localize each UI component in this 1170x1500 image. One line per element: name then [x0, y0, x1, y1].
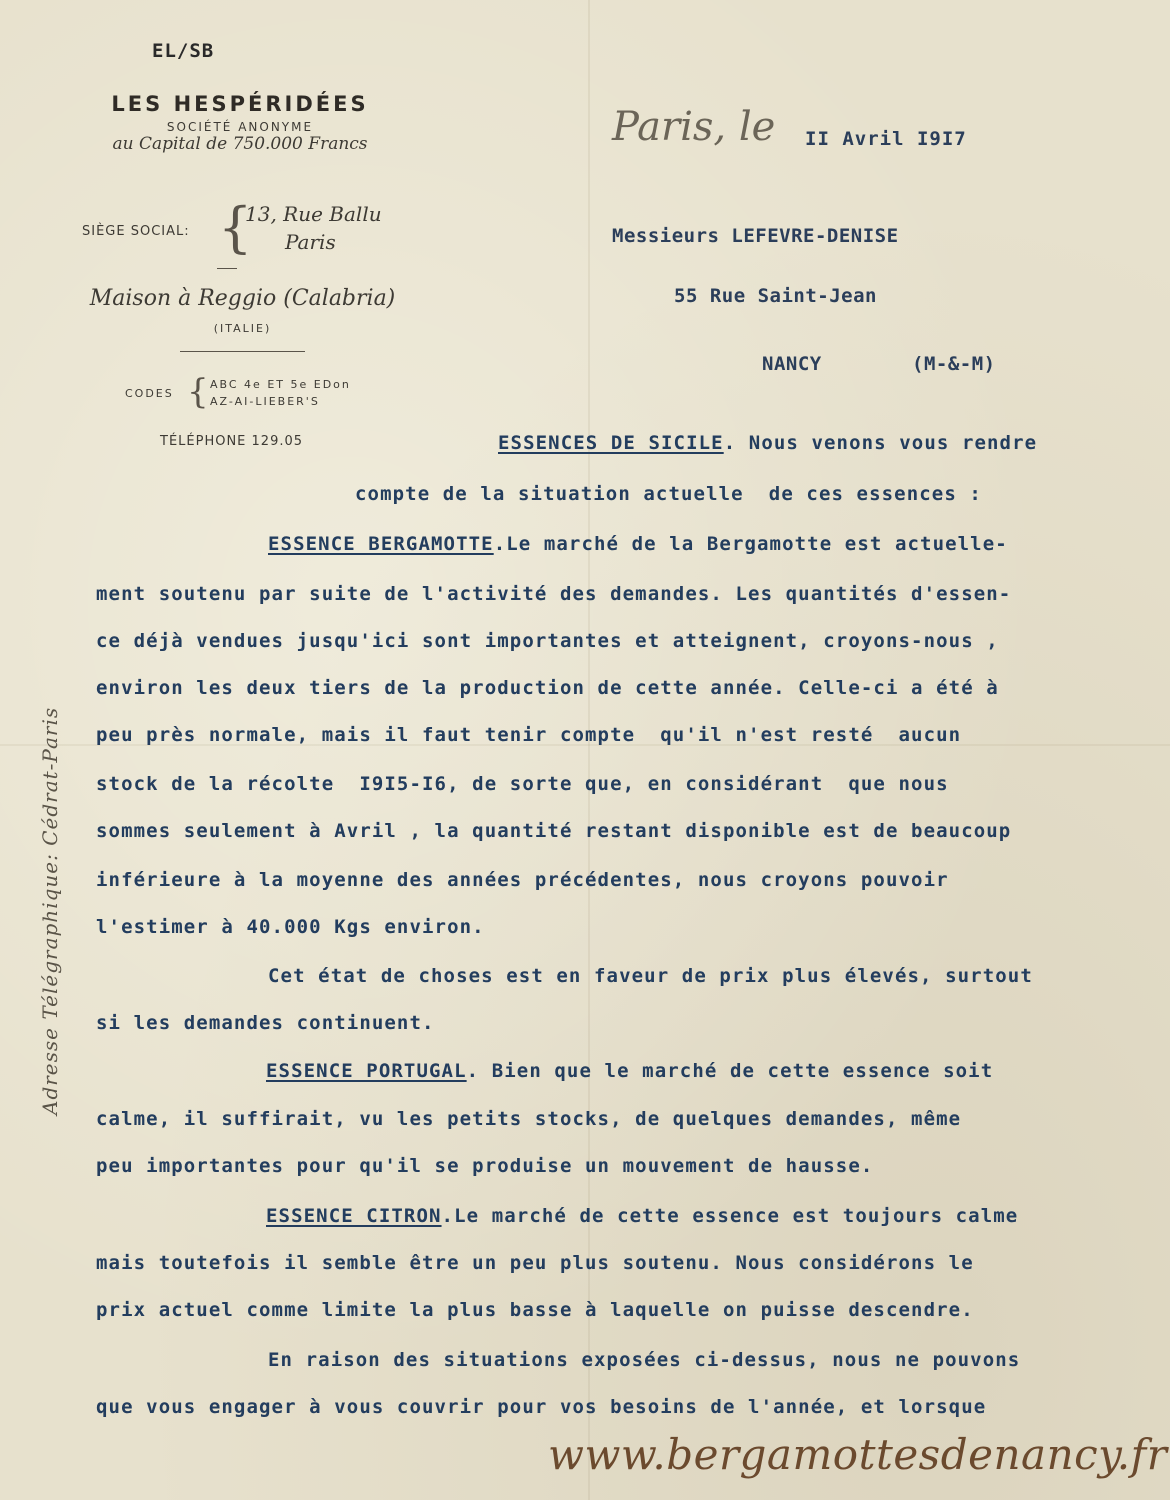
text-line: ESSENCE PORTUGAL. Bien que le marché de cette essence soit [266, 1060, 994, 1082]
text-line: ESSENCES DE SICILE. Nous venons vous rendre [498, 432, 1038, 454]
divider [180, 351, 305, 352]
telephone: TÉLÉPHONE 129.05 [160, 434, 304, 449]
recipient-street: 55 Rue Saint-Jean [674, 285, 877, 307]
text-line: sommes seulement à Avril , la quantité restant disponible est de beaucoup [96, 820, 1012, 842]
text-line: l'estimer à 40.000 Kgs environ. [96, 916, 485, 938]
section-heading: ESSENCE PORTUGAL [266, 1060, 467, 1082]
company-type: SOCIÉTÉ ANONYME [166, 120, 314, 134]
head-office-label: SIÈGE SOCIAL: [82, 224, 190, 239]
section-heading: ESSENCE BERGAMOTTE [268, 533, 494, 555]
branch-country: (ITALIE) [213, 322, 272, 335]
head-office-city: Paris [285, 230, 336, 254]
text-line: mais toutefois il semble être un peu plus soutenu. Nous considérons le [96, 1252, 974, 1274]
codes-line: ABC 4e ET 5e EDon [210, 378, 351, 391]
head-office-street: 13, Rue Ballu [245, 202, 382, 226]
brace-icon: { [218, 196, 253, 259]
text-line: ESSENCE BERGAMOTTE.Le marché de la Bergamotte est actuelle- [268, 533, 1008, 555]
codes-line: AZ-AI-LIEBER'S [210, 395, 320, 408]
text-line: En raison des situations exposées ci-dessus, nous ne pouvons [268, 1349, 1021, 1371]
recipient-city: NANCY [762, 353, 822, 375]
reference-initials: EL/SB [152, 40, 215, 62]
section-heading: ESSENCES DE SICILE [498, 432, 724, 454]
text-line: ESSENCE CITRON.Le marché de cette essence est toujours calme [266, 1205, 1019, 1227]
text-line: environ les deux tiers de la production de cette année. Celle-ci a été à [96, 677, 999, 699]
text-line: ment soutenu par suite de l'activité des demandes. Les quantités d'essen- [96, 583, 1012, 605]
text-line: prix actuel comme limite la plus basse à laquelle on puisse descendre. [96, 1299, 974, 1321]
text-line: inférieure à la moyenne des années précédentes, nous croyons pouvoir [96, 869, 949, 891]
letterhead [40, 92, 440, 154]
recipient-name: Messieurs LEFEVRE-DENISE [612, 225, 899, 247]
text-line: peu importantes pour qu'il se produise un mouvement de hausse. [96, 1155, 874, 1177]
text-line: que vous engager à vous couvrir pour vos besoins de l'année, et lorsque [96, 1396, 987, 1418]
codes-label: CODES [125, 387, 174, 400]
section-heading: ESSENCE CITRON [266, 1205, 442, 1227]
dateline-date: II Avril I9I7 [805, 128, 967, 150]
company-name: LES HESPÉRIDÉES [111, 92, 369, 116]
text-line: si les demandes continuent. [96, 1012, 435, 1034]
telegraph-address: Adresse Télégraphique: Cédrat-Paris [38, 706, 62, 1115]
text-line: calme, il suffirait, vu les petits stocks, de quelques demandes, même [96, 1108, 962, 1130]
website-watermark: www.bergamottesdenancy.fr [548, 1430, 1168, 1479]
recipient-region: (M-&-M) [912, 353, 996, 375]
branch-house: Maison à Reggio (Calabria) [89, 286, 396, 311]
divider [217, 268, 237, 269]
text-line: compte de la situation actuelle de ces essences : [355, 483, 982, 505]
company-capital: au Capital de 750.000 Francs [112, 134, 368, 154]
head-office [70, 196, 440, 262]
text-line: Cet état de choses est en faveur de prix plus élevés, surtout [268, 965, 1033, 987]
paper-fold-vertical [588, 0, 590, 1500]
text-line: stock de la récolte I9I5-I6, de sorte que, en considérant que nous [96, 773, 949, 795]
telegraph-codes [125, 372, 445, 412]
text-line: ce déjà vendues jusqu'ici sont importantes et atteignent, croyons-nous , [96, 630, 999, 652]
text-line: peu près normale, mais il faut tenir compte qu'il n'est resté aucun [96, 724, 962, 746]
dateline-place: Paris, le [612, 104, 776, 150]
brace-icon: { [187, 372, 209, 412]
